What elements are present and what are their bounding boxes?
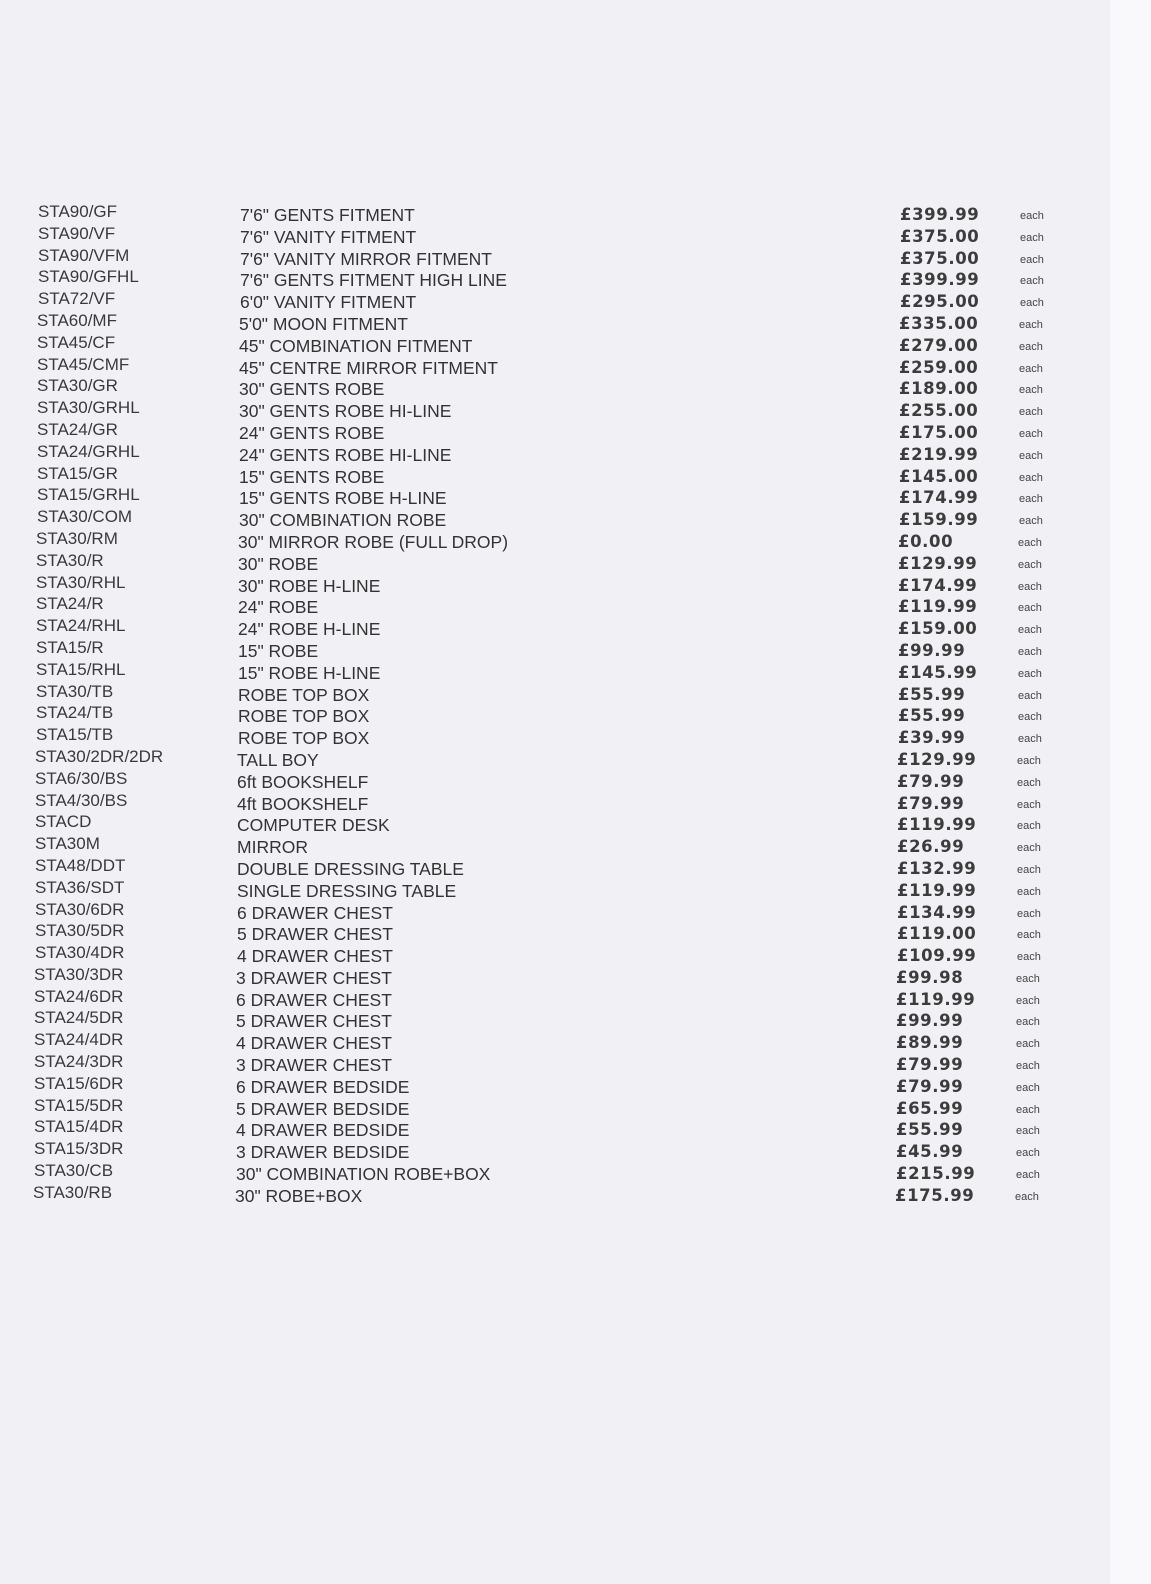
page-edge xyxy=(1110,0,1151,1584)
product-price: £145.99 xyxy=(898,662,978,682)
product-code: STA15/GRHL xyxy=(37,485,140,505)
price-unit: each xyxy=(1018,645,1042,658)
list-item xyxy=(0,397,1110,422)
price-unit: each xyxy=(1019,406,1043,419)
product-price: £175.00 xyxy=(899,422,979,442)
product-description: 15" GENTS ROBE H-LINE xyxy=(239,488,447,509)
product-description: 5 DRAWER BEDSIDE xyxy=(236,1098,410,1119)
price-unit: each xyxy=(1019,384,1043,397)
product-description: 30" MIRROR ROBE (FULL DROP) xyxy=(238,531,509,552)
price-unit: each xyxy=(1019,493,1043,506)
list-item xyxy=(0,484,1110,509)
product-code: STA30/CB xyxy=(34,1161,114,1181)
price-unit: each xyxy=(1019,515,1043,528)
product-description: 7'6" GENTS FITMENT HIGH LINE xyxy=(240,270,507,291)
price-unit: each xyxy=(1017,951,1041,964)
product-price: £175.99 xyxy=(895,1185,975,1205)
list-item xyxy=(0,833,1110,858)
list-item xyxy=(0,855,1110,877)
price-unit: each xyxy=(1017,820,1041,833)
product-price: £132.99 xyxy=(897,858,977,878)
price-unit: each xyxy=(1018,689,1042,702)
product-description: 3 DRAWER CHEST xyxy=(236,967,392,988)
product-price: £295.00 xyxy=(900,292,980,312)
product-code: STA15/5DR xyxy=(34,1095,124,1115)
product-description: 6ft BOOKSHELF xyxy=(237,771,369,792)
product-price: £55.99 xyxy=(898,706,966,726)
price-unit: each xyxy=(1018,667,1042,680)
list-item xyxy=(0,768,1110,790)
list-item xyxy=(0,593,1110,618)
product-price: £255.00 xyxy=(899,401,979,421)
product-description: 3 DRAWER CHEST xyxy=(236,1055,392,1076)
product-code: STA30/RB xyxy=(33,1182,113,1202)
price-unit: each xyxy=(1020,297,1044,310)
list-item xyxy=(0,441,1110,463)
product-code: STACD xyxy=(35,812,92,832)
product-code: STA24/TB xyxy=(36,703,114,723)
product-code: STA24/R xyxy=(36,594,104,614)
product-price: £119.99 xyxy=(897,880,977,900)
price-unit: each xyxy=(1020,231,1044,244)
product-price: £159.00 xyxy=(898,619,978,639)
product-description: 7'6" GENTS FITMENT xyxy=(240,205,415,225)
price-unit: each xyxy=(1017,798,1041,811)
product-code: STA90/GFHL xyxy=(38,267,139,287)
product-code: STA90/VF xyxy=(38,223,116,243)
list-item xyxy=(0,1116,1110,1141)
price-unit: each xyxy=(1017,776,1041,789)
product-description: 4 DRAWER CHEST xyxy=(236,1033,392,1054)
price-unit: each xyxy=(1016,1038,1040,1051)
price-unit: each xyxy=(1015,1190,1039,1203)
list-item xyxy=(0,659,1110,681)
product-description: DOUBLE DRESSING TABLE xyxy=(237,858,464,879)
product-code: STA30/4DR xyxy=(35,943,125,963)
price-unit: each xyxy=(1016,1169,1040,1182)
price-unit: each xyxy=(1018,536,1042,549)
product-code: STA48/DDT xyxy=(35,855,126,875)
list-item xyxy=(0,1095,1110,1117)
product-description: 24" ROBE xyxy=(238,597,319,618)
price-unit: each xyxy=(1019,340,1043,353)
product-description: 30" ROBE H-LINE xyxy=(238,575,381,596)
product-code: STA30/R xyxy=(36,550,104,570)
product-code: STA30/2DR/2DR xyxy=(35,746,164,766)
product-price: £215.99 xyxy=(896,1164,976,1184)
list-item xyxy=(0,811,1110,836)
product-code: STA30/5DR xyxy=(35,921,125,941)
product-code: STA24/3DR xyxy=(34,1052,124,1072)
product-price: £79.99 xyxy=(897,771,965,791)
product-description: 45" COMBINATION FITMENT xyxy=(239,335,473,356)
product-description: 3 DRAWER BEDSIDE xyxy=(236,1142,410,1163)
list-item xyxy=(0,245,1110,267)
product-description: 24" GENTS ROBE HI-LINE xyxy=(239,444,452,465)
price-unit: each xyxy=(1017,929,1041,942)
product-description: 24" GENTS ROBE xyxy=(239,422,385,443)
product-price: £109.99 xyxy=(897,946,977,966)
product-description: 15" ROBE H-LINE xyxy=(238,662,381,683)
price-unit: each xyxy=(1019,318,1043,331)
product-description: SINGLE DRESSING TABLE xyxy=(237,880,457,901)
product-price: £145.00 xyxy=(899,466,979,486)
product-code: STA24/4DR xyxy=(34,1030,124,1050)
price-unit: each xyxy=(1016,972,1040,985)
product-price: £159.99 xyxy=(899,510,979,530)
list-item xyxy=(0,310,1110,332)
product-price: £65.99 xyxy=(896,1098,964,1118)
price-unit: each xyxy=(1016,1060,1040,1073)
list-item xyxy=(0,637,1110,659)
product-price: £79.99 xyxy=(897,793,965,813)
price-unit: each xyxy=(1017,863,1041,876)
product-code: STA60/MF xyxy=(37,310,117,330)
list-item xyxy=(0,899,1110,921)
product-description: 5'0" MOON FITMENT xyxy=(239,313,409,334)
list-item xyxy=(0,1029,1110,1054)
product-description: 30" COMBINATION ROBE+BOX xyxy=(236,1164,491,1185)
list-item xyxy=(0,528,1110,550)
price-unit: each xyxy=(1017,885,1041,898)
product-price: £99.99 xyxy=(898,640,966,660)
list-item xyxy=(0,572,1110,594)
product-price: £99.98 xyxy=(896,967,964,987)
product-price: £0.00 xyxy=(898,531,954,551)
product-code: STA30/RHL xyxy=(36,572,126,592)
price-unit: each xyxy=(1019,449,1043,462)
list-item xyxy=(0,550,1110,572)
product-price: £375.00 xyxy=(900,248,980,268)
product-description: 24" ROBE H-LINE xyxy=(238,619,381,640)
product-code: STA15/GR xyxy=(37,463,118,483)
product-price: £26.99 xyxy=(897,837,965,857)
product-code: STA24/GRHL xyxy=(37,441,140,461)
product-price: £45.99 xyxy=(896,1142,964,1162)
product-description: 30" GENTS ROBE HI-LINE xyxy=(239,401,452,422)
product-price: £55.99 xyxy=(896,1120,964,1140)
product-price: £399.99 xyxy=(900,270,980,290)
product-code: STA24/5DR xyxy=(34,1008,124,1028)
product-description: 5 DRAWER CHEST xyxy=(236,1011,392,1032)
product-description: 6 DRAWER CHEST xyxy=(236,989,392,1010)
list-item xyxy=(0,724,1110,749)
product-code: STA15/6DR xyxy=(34,1073,124,1093)
product-description: 30" ROBE+BOX xyxy=(235,1185,363,1206)
product-description: 4 DRAWER CHEST xyxy=(237,946,393,967)
product-code: STA15/R xyxy=(36,637,104,657)
product-description: ROBE TOP BOX xyxy=(238,728,370,749)
price-unit: each xyxy=(1016,994,1040,1007)
price-unit: each xyxy=(1016,1016,1040,1029)
list-item xyxy=(0,942,1110,967)
price-unit: each xyxy=(1016,1147,1040,1160)
product-price: £99.99 xyxy=(896,1011,964,1031)
product-price: £259.00 xyxy=(899,357,979,377)
product-description: 6 DRAWER BEDSIDE xyxy=(236,1076,410,1097)
list-item xyxy=(0,463,1110,485)
product-code: STA36/SDT xyxy=(35,877,125,897)
product-description: TALL BOY xyxy=(237,749,319,770)
list-item xyxy=(0,354,1110,376)
price-unit: each xyxy=(1017,842,1041,855)
product-price: £129.99 xyxy=(898,553,978,573)
product-description: ROBE TOP BOX xyxy=(238,684,370,705)
list-item xyxy=(0,332,1110,354)
price-unit: each xyxy=(1017,754,1041,767)
product-description: 30" GENTS ROBE xyxy=(239,379,385,400)
product-code: STA30/3DR xyxy=(34,964,124,984)
price-unit: each xyxy=(1017,907,1041,920)
list-item xyxy=(0,1073,1110,1095)
price-unit: each xyxy=(1020,275,1044,288)
list-item xyxy=(0,375,1110,400)
product-price: £174.99 xyxy=(898,575,978,595)
product-code: STA72/VF xyxy=(38,289,116,309)
product-description: 4ft BOOKSHELF xyxy=(237,793,369,814)
price-unit: each xyxy=(1018,733,1042,746)
price-unit: each xyxy=(1020,253,1044,266)
product-code: STA15/TB xyxy=(36,725,114,745)
product-code: STA90/GF xyxy=(38,202,118,221)
list-item xyxy=(0,506,1110,531)
list-item xyxy=(0,877,1110,899)
product-code: STA30/GR xyxy=(37,376,118,396)
price-unit: each xyxy=(1018,558,1042,571)
price-unit: each xyxy=(1016,1125,1040,1138)
list-item xyxy=(0,223,1110,245)
product-description: ROBE TOP BOX xyxy=(238,706,370,727)
list-item xyxy=(0,1182,1110,1204)
product-description: 7'6" VANITY MIRROR FITMENT xyxy=(240,248,492,269)
product-description: 7'6" VANITY FITMENT xyxy=(240,226,417,247)
price-unit: each xyxy=(1016,1081,1040,1094)
product-code: STA90/VFM xyxy=(38,245,130,265)
list-item xyxy=(0,681,1110,703)
product-code: STA15/RHL xyxy=(36,659,126,679)
list-item xyxy=(0,702,1110,727)
product-code: STA24/RHL xyxy=(36,616,126,636)
product-price: £174.99 xyxy=(899,488,979,508)
product-description: 15" GENTS ROBE xyxy=(239,466,385,487)
list-item xyxy=(0,746,1110,768)
list-item xyxy=(0,1007,1110,1032)
list-item xyxy=(0,1138,1110,1163)
product-description: 5 DRAWER CHEST xyxy=(237,924,393,945)
product-price: £119.00 xyxy=(897,924,977,944)
product-code: STA15/4DR xyxy=(34,1117,124,1137)
product-code: STA30/TB xyxy=(36,681,114,701)
product-description: 6 DRAWER CHEST xyxy=(237,902,393,923)
product-description: 15" ROBE xyxy=(238,640,319,661)
product-code: STA30/COM xyxy=(37,507,133,527)
product-price: £119.99 xyxy=(897,815,977,835)
product-price: £335.00 xyxy=(899,313,979,333)
product-code: STA45/CMF xyxy=(37,354,130,374)
product-code: STA30/GRHL xyxy=(37,398,140,418)
product-price: £119.99 xyxy=(898,597,978,617)
product-description: 4 DRAWER BEDSIDE xyxy=(236,1120,410,1141)
price-unit: each xyxy=(1018,624,1042,637)
product-code: STA24/6DR xyxy=(34,986,124,1006)
price-unit: each xyxy=(1019,362,1043,375)
product-price: £375.00 xyxy=(900,226,980,246)
list-item xyxy=(0,419,1110,441)
product-price: £399.99 xyxy=(900,205,980,224)
product-description: 6'0" VANITY FITMENT xyxy=(240,292,417,313)
product-code: STA4/30/BS xyxy=(35,790,128,810)
product-code: STA30/6DR xyxy=(35,899,125,919)
product-code: STA30/RM xyxy=(36,528,118,548)
product-price: £39.99 xyxy=(898,728,966,748)
price-unit: each xyxy=(1020,210,1044,222)
product-code: STA45/CF xyxy=(37,332,116,352)
list-item xyxy=(0,201,1110,223)
price-unit: each xyxy=(1018,711,1042,724)
list-item xyxy=(0,920,1110,945)
price-unit: each xyxy=(1018,580,1042,593)
product-price: £279.00 xyxy=(899,335,979,355)
list-item xyxy=(0,288,1110,313)
list-item xyxy=(0,1051,1110,1076)
list-item xyxy=(0,266,1110,291)
product-price: £129.99 xyxy=(897,749,977,769)
product-price: £189.00 xyxy=(899,379,979,399)
list-item xyxy=(0,615,1110,640)
product-price: £55.99 xyxy=(898,684,966,704)
product-price: £119.99 xyxy=(896,989,976,1009)
product-description: 30" ROBE xyxy=(238,553,319,574)
product-code: STA6/30/BS xyxy=(35,768,128,788)
product-description: 45" CENTRE MIRROR FITMENT xyxy=(239,357,498,378)
product-code: STA30M xyxy=(35,834,100,854)
list-item xyxy=(0,790,1110,812)
product-price: £79.99 xyxy=(896,1055,964,1075)
product-description: COMPUTER DESK xyxy=(237,815,390,836)
product-price: £89.99 xyxy=(896,1033,964,1053)
product-price: £79.99 xyxy=(896,1076,964,1096)
price-unit: each xyxy=(1019,427,1043,440)
product-price: £134.99 xyxy=(897,902,977,922)
price-list xyxy=(0,201,1110,1204)
list-item xyxy=(0,1160,1110,1185)
product-description: MIRROR xyxy=(237,837,308,858)
price-unit: each xyxy=(1018,602,1042,615)
product-price: £219.99 xyxy=(899,444,979,464)
product-description: 30" COMBINATION ROBE xyxy=(239,510,447,531)
product-code: STA15/3DR xyxy=(34,1139,124,1159)
product-code: STA24/GR xyxy=(37,419,118,439)
price-unit: each xyxy=(1016,1103,1040,1116)
price-unit: each xyxy=(1019,471,1043,484)
list-item xyxy=(0,986,1110,1008)
list-item xyxy=(0,964,1110,986)
